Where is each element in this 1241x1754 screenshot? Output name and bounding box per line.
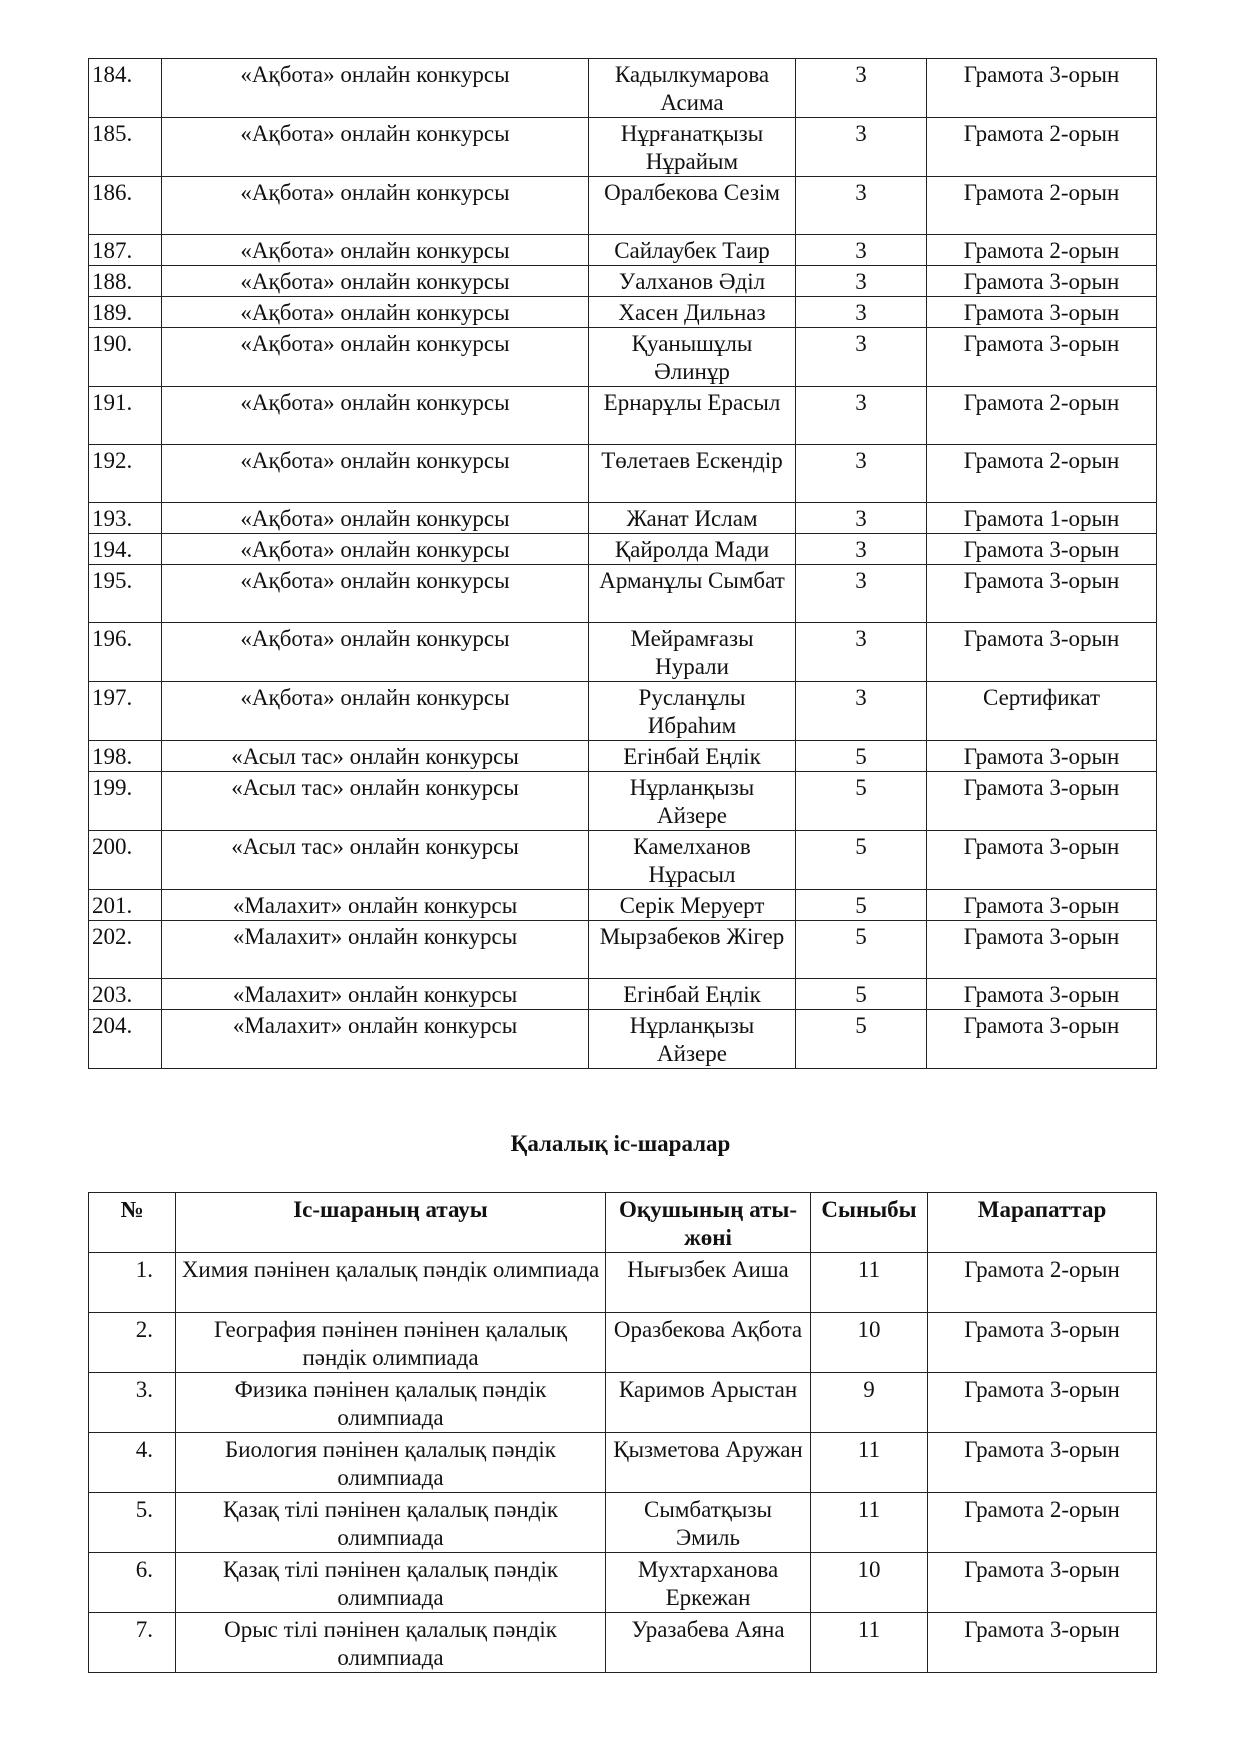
award: Грамота 2-орын [928,1253,1157,1313]
row-number: 203. [89,979,162,1010]
student-name: Нұрғанатқызы Нұрайым [589,118,796,177]
table-row [89,387,1157,445]
event-name: Химия пәнінен қалалық пәндік олимпиада [176,1253,606,1313]
row-number: 186. [89,177,162,235]
table-row [89,623,1157,682]
row-number: 3. [89,1373,176,1433]
event-name: Биология пәнінен қалалық пәндік олимпиада [176,1433,606,1493]
row-number: 199. [89,772,162,831]
table-row [89,266,1157,297]
award: Сертификат [927,682,1157,741]
header-student: Оқушының аты-жөні [606,1193,811,1253]
grade: 3 [796,177,927,235]
table-row [89,831,1157,890]
table-row [89,1373,1157,1433]
grade: 3 [796,59,927,118]
award: Грамота 3-орын [927,565,1157,623]
grade: 10 [811,1553,928,1613]
row-number: 187. [89,235,162,266]
table-row [89,772,1157,831]
award: Грамота 3-орын [927,297,1157,328]
student-name: Серік Меруерт [589,890,796,921]
student-name: Арманұлы Сымбат [589,565,796,623]
event-name: «Ақбота» онлайн конкурсы [162,387,589,445]
grade: 3 [796,623,927,682]
table-row [89,565,1157,623]
grade: 3 [796,297,927,328]
row-number: 5. [89,1493,176,1553]
award: Грамота 1-орын [927,503,1157,534]
event-name: «Ақбота» онлайн конкурсы [162,534,589,565]
grade: 3 [796,503,927,534]
row-number: 189. [89,297,162,328]
row-number: 196. [89,623,162,682]
grade: 3 [796,387,927,445]
header-number: № [89,1193,176,1253]
event-name: «Ақбота» онлайн конкурсы [162,445,589,503]
grade: 3 [796,565,927,623]
event-name: «Малахит» онлайн конкурсы [162,921,589,979]
table-row [89,1253,1157,1313]
grade: 5 [796,1010,927,1069]
grade: 11 [811,1493,928,1553]
table-row [89,1553,1157,1613]
table-row [89,890,1157,921]
event-name: География пәнінен пәнінен қалалық пәндік олимпиада [176,1313,606,1373]
row-number: 193. [89,503,162,534]
award: Грамота 3-орын [928,1553,1157,1613]
student-name: Жанат Ислам [589,503,796,534]
row-number: 1. [89,1253,176,1313]
event-name: «Ақбота» онлайн конкурсы [162,266,589,297]
event-name: «Малахит» онлайн конкурсы [162,890,589,921]
grade: 3 [796,328,927,387]
event-name: «Асыл тас» онлайн конкурсы [162,831,589,890]
grade: 5 [796,741,927,772]
student-name: Нұрланқызы Айзере [589,772,796,831]
award: Грамота 2-орын [927,235,1157,266]
row-number: 195. [89,565,162,623]
table-row [89,328,1157,387]
section-title: Қалалық іс-шаралар [510,1131,731,1156]
event-name: Орыс тілі пәнінен қалалық пәндік олимпиада [176,1613,606,1673]
row-number: 184. [89,59,162,118]
table-row [89,682,1157,741]
grade: 3 [796,445,927,503]
header-grade: Сыныбы [811,1193,928,1253]
student-name: Оралбекова Сезім [589,177,796,235]
row-number: 204. [89,1010,162,1069]
award: Грамота 3-орын [928,1373,1157,1433]
table-row [89,445,1157,503]
event-name: «Ақбота» онлайн конкурсы [162,565,589,623]
student-name: Егінбай Еңлік [589,741,796,772]
table-row [89,297,1157,328]
student-name: Каримов Арыстан [606,1373,811,1433]
table-row [89,1010,1157,1069]
event-name: Қазақ тілі пәнінен қалалық пәндік олимпиада [176,1493,606,1553]
event-name: «Ақбота» онлайн конкурсы [162,297,589,328]
award: Грамота 3-орын [927,328,1157,387]
grade: 5 [796,979,927,1010]
row-number: 201. [89,890,162,921]
row-number: 2. [89,1313,176,1373]
award: Грамота 3-орын [927,741,1157,772]
row-number: 197. [89,682,162,741]
table-row [89,59,1157,118]
award: Грамота 3-орын [927,890,1157,921]
grade: 3 [796,118,927,177]
event-name: «Малахит» онлайн конкурсы [162,1010,589,1069]
student-name: Хасен Дильназ [589,297,796,328]
student-name: Қуанышұлы Әлинұр [589,328,796,387]
table-row [89,1613,1157,1673]
grade: 11 [811,1613,928,1673]
event-name: «Асыл тас» онлайн конкурсы [162,772,589,831]
grade: 5 [796,921,927,979]
award: Грамота 3-орын [927,921,1157,979]
row-number: 6. [89,1553,176,1613]
student-name: Мейрамғазы Нурали [589,623,796,682]
header-event: Іс-шараның атауы [176,1193,606,1253]
award: Грамота 3-орын [928,1433,1157,1493]
table-row [89,235,1157,266]
award: Грамота 3-орын [928,1313,1157,1373]
event-name: «Ақбота» онлайн конкурсы [162,503,589,534]
row-number: 194. [89,534,162,565]
row-number: 4. [89,1433,176,1493]
table-row [89,921,1157,979]
row-number: 188. [89,266,162,297]
grade: 3 [796,235,927,266]
student-name: Нығызбек Аиша [606,1253,811,1313]
event-name: «Ақбота» онлайн конкурсы [162,623,589,682]
student-name: Уразабева Аяна [606,1613,811,1673]
table-row [89,1433,1157,1493]
grade: 10 [811,1313,928,1373]
student-name: Мырзабеков Жігер [589,921,796,979]
award: Грамота 2-орын [927,177,1157,235]
row-number: 191. [89,387,162,445]
award: Грамота 2-орын [927,118,1157,177]
awards-table-continued [88,58,1157,1069]
table-row [89,741,1157,772]
event-name: «Ақбота» онлайн конкурсы [162,177,589,235]
grade: 3 [796,266,927,297]
table-row [89,534,1157,565]
student-name: Ернарұлы Ерасыл [589,387,796,445]
event-name: «Ақбота» онлайн конкурсы [162,328,589,387]
header-award: Марапаттар [928,1193,1157,1253]
award: Грамота 3-орын [927,1010,1157,1069]
award: Грамота 3-орын [928,1613,1157,1673]
award: Грамота 3-орын [927,59,1157,118]
table-row [89,118,1157,177]
table-row [89,1493,1157,1553]
student-name: Нұрланқызы Айзере [589,1010,796,1069]
award: Грамота 2-орын [928,1493,1157,1553]
event-name: «Ақбота» онлайн конкурсы [162,682,589,741]
student-name: Сымбатқызы Эмиль [606,1493,811,1553]
student-name: Төлетаев Ескендір [589,445,796,503]
student-name: Егінбай Еңлік [589,979,796,1010]
event-name: «Ақбота» онлайн конкурсы [162,118,589,177]
event-name: «Малахит» онлайн конкурсы [162,979,589,1010]
student-name: Қызметова Аружан [606,1433,811,1493]
grade: 5 [796,890,927,921]
row-number: 185. [89,118,162,177]
student-name: Уалханов Әділ [589,266,796,297]
grade: 5 [796,772,927,831]
row-number: 190. [89,328,162,387]
student-name: Кадылкумарова Асима [589,59,796,118]
row-number: 202. [89,921,162,979]
grade: 3 [796,682,927,741]
student-name: Камелханов Нұрасыл [589,831,796,890]
grade: 11 [811,1433,928,1493]
row-number: 200. [89,831,162,890]
table-row [89,1313,1157,1373]
row-number: 7. [89,1613,176,1673]
row-number: 198. [89,741,162,772]
event-name: «Ақбота» онлайн конкурсы [162,235,589,266]
row-number: 192. [89,445,162,503]
student-name: Мухтарханова Еркежан [606,1553,811,1613]
grade: 5 [796,831,927,890]
student-name: Сайлаубек Таир [589,235,796,266]
event-name: Физика пәнінен қалалық пәндік олимпиада [176,1373,606,1433]
award: Грамота 3-орын [927,534,1157,565]
award: Грамота 3-орын [927,979,1157,1010]
table-row [89,979,1157,1010]
award: Грамота 3-орын [927,772,1157,831]
award: Грамота 3-орын [927,831,1157,890]
city-events-table [88,1192,1157,1673]
student-name: Русланұлы Ибраһим [589,682,796,741]
table-row [89,503,1157,534]
event-name: «Ақбота» онлайн конкурсы [162,59,589,118]
award: Грамота 3-орын [927,623,1157,682]
grade: 3 [796,534,927,565]
student-name: Қайролда Мади [589,534,796,565]
grade: 11 [811,1253,928,1313]
grade: 9 [811,1373,928,1433]
table-row [89,177,1157,235]
award: Грамота 3-орын [927,266,1157,297]
award: Грамота 2-орын [927,445,1157,503]
student-name: Оразбекова Ақбота [606,1313,811,1373]
table-header-row [89,1193,1157,1253]
event-name: Қазақ тілі пәнінен қалалық пәндік олимпиада [176,1553,606,1613]
award: Грамота 2-орын [927,387,1157,445]
event-name: «Асыл тас» онлайн конкурсы [162,741,589,772]
